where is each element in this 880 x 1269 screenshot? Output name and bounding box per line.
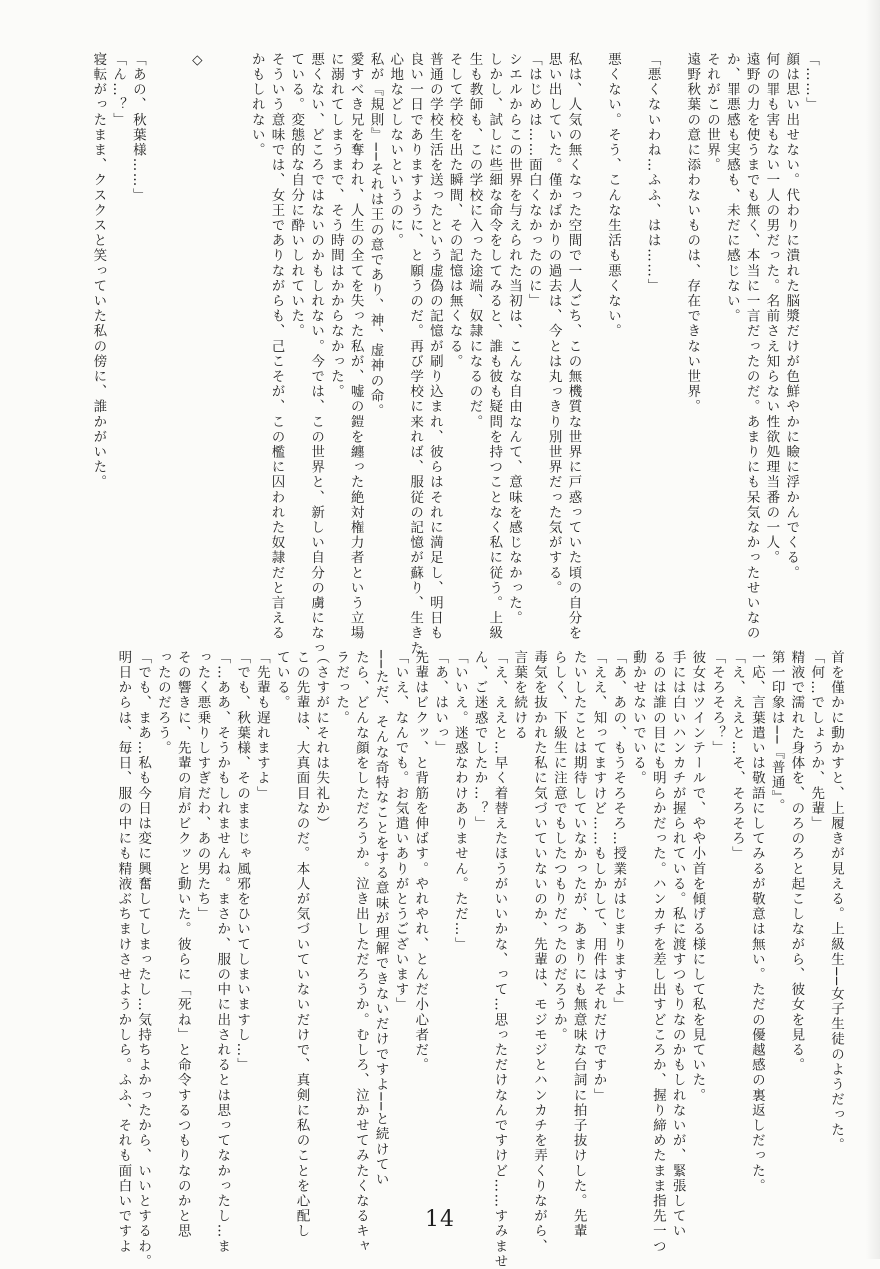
- text-line: 「いえ、なんでも。お気遣いありがとうございます」: [392, 650, 409, 1013]
- text-line: 精液で濡れた身体を、のろのろと起こしながら、彼女を見る。: [788, 650, 805, 1073]
- page-edge-shadow: [866, 0, 880, 1259]
- blank-line: [147, 52, 167, 612]
- text-line: 「ん…？」: [110, 52, 127, 128]
- text-line: シエルからこの世界を与えられた当初は、こんな自由なんて、意味を感じなかった。: [506, 52, 523, 626]
- blank-line: [662, 52, 682, 612]
- text-line: ──ただ、そんな奇特なことをする意味が理解できないだけですよ──と続けてい: [372, 650, 389, 1188]
- text-line: か、罪悪感も実感も、未だに感じない。: [723, 52, 740, 324]
- text-line: 「……」: [803, 52, 819, 113]
- text-line: るのは誰の目にも明らかだった。ハンカチを差し出すどころか、握り締めたまま指先一つ: [649, 650, 666, 1254]
- text-line: （さすがにそれは失礼か）: [313, 650, 330, 832]
- blank-line: [582, 52, 602, 612]
- text-line: 第一印象は──『普通』。: [768, 650, 785, 814]
- text-line: 先輩はビクッ、と背筋を伸ばす。やれやれ、とんだ小心者だ。: [412, 650, 429, 1073]
- text-line: 手には白いハンカチが握られている。私に渡すつもりなのかもしれないが、緊張してい: [669, 650, 686, 1239]
- text-line: 「ええ、知ってますけど……もしかして、用件はそれだけですか」: [590, 650, 607, 1103]
- text-line: 普通の学校生活を送ったという虚偽の記憶が刷り込まれ、彼らはそれに満足し、明日も: [426, 52, 443, 641]
- text-line: ん、ご迷惑でしたか…？」: [471, 650, 488, 832]
- text-line: 「でも、まあ…私も今日は変に興奮してしまったし…気持ちよかったから、いいとするわ。: [135, 650, 152, 1269]
- text-line: 「え、ええと…早く着替えたほうがいいかな、って…思っただけなんですけど……すみませ: [491, 650, 508, 1269]
- text-line: たいしたことは期待していなかったが、あまりにも無意味な台詞に拍子抜けした。先輩: [570, 650, 587, 1239]
- text-line: 「…ああ、そうかもしれませんね。まさか、服の中に出されるとは思ってなかったし…ま: [214, 650, 231, 1254]
- text-line: かもしれない。: [248, 52, 265, 158]
- text-line: ている。変態的な自分に酔いしれていた。: [288, 52, 305, 339]
- text-line: 心地などしないというのに。: [387, 52, 404, 249]
- text-line: 「でも、秋葉様、そのままじゃ風邪をひいてしまいますし…」: [234, 650, 251, 1073]
- text-line: 何の罪も害もない一人の男だった。名前さえ知らない性欲処理当番の一人。: [763, 52, 780, 566]
- text-line: ラだった。: [333, 650, 350, 726]
- text-line: 遠野秋葉の意に添わないものは、存在できない世界。: [684, 52, 701, 415]
- text-line: 動かせないでいる。: [630, 650, 647, 786]
- text-line: 寝転がったまま、クスクスと笑っていた私の傍に、誰かがいた。: [90, 52, 107, 490]
- text-line: ったのだろう。: [154, 650, 171, 756]
- text-line: ったく悪乗りしすぎだわ、あの男たち」: [194, 650, 211, 922]
- blank-line: [226, 52, 246, 612]
- text-line: 良い一日でありますように、と願うのだ。再び学校に来れば、服従の記憶が蘇り、生きた: [407, 52, 424, 656]
- text-line: そして学校を出た瞬間、その記憶は無くなる。: [446, 52, 463, 370]
- text-line: 「何…でしょうか、先輩」: [808, 650, 825, 832]
- text-line: たら、どんな顔をしただろうか。泣き出しただろうか。むしろ、泣かせてみたくなるキャ: [352, 650, 369, 1254]
- text-line: 悪くない、どころではないのかもしれない。今では、この世界と、新しい自分の虜になっ: [308, 52, 325, 656]
- text-line: 生も教師も、この学校に入った途端、奴隷になるのだ。: [466, 52, 483, 430]
- text-line: 思い出していた。僅かばかりの過去は、今とは丸っきり別世界だった気がする。: [545, 52, 562, 596]
- text-line: 一応、言葉遣いは敬語にしてみるが敬意は無い。ただの優越感の裏返しだった。: [748, 650, 765, 1194]
- text-line: 「そろそろ？」: [709, 650, 726, 756]
- text-line: 「先輩も遅れますよ」: [253, 650, 270, 801]
- text-line: 「いいえ。迷惑なわけありません。ただ…」: [451, 650, 468, 952]
- text-line: 「あの、秋葉様……」: [129, 52, 146, 203]
- text-line: ている。: [273, 650, 290, 711]
- text-line: 「え、ええと…そ、そろそろ」: [729, 650, 746, 862]
- section-divider: ◇: [189, 52, 206, 70]
- text-line: に溺れてしまうまで、そう時間はかからなかった。: [327, 52, 344, 400]
- text-line: 「はじめは……面白くなかったのに」: [525, 52, 542, 309]
- blank-line: [167, 52, 187, 612]
- text-line: そういう意味では、女王でありながらも、己こそが、この檻に囚われた奴隷だと言える: [268, 52, 285, 641]
- text-line: 私は、人気の無くなった空間で一人ごち、この無機質な世界に戸惑っていた頃の自分を: [565, 52, 582, 641]
- text-line: この先輩は、大真面目なのだ。本人が気づいていないだけで、真剣に私のことを心配し: [293, 650, 310, 1239]
- page-number: 14: [425, 1207, 455, 1232]
- text-line: 毒気を抜かれた私に気づいていないのか、先輩は、モジモジとハンカチを弄くりながら、: [531, 650, 548, 1254]
- text-line: 「あ、あの、もうそろそろ…授業がはじまりますよ」: [610, 650, 627, 1013]
- text-line: 首を僅かに動かすと、上履きが見える。上級生──女子生徒のようだった。: [828, 650, 844, 1153]
- text-line: 愛すべき兄を奪われ、人生の全てを失った私が、嘘の鎧を纏った絶対権力者という立場: [347, 52, 364, 641]
- text-line: 遠野の力を使うまでも無く、本当に一言だったのだ。あまりにも呆気なかったせいなの: [743, 52, 760, 641]
- text-line: 悪くない。そう、こんな生活も悪くない。: [605, 52, 622, 339]
- upper-text-block: [90, 52, 820, 656]
- text-line: 明日からは、毎日、服の中にも精液ぶちまけさせようかしら。ふふ、それも面白いですよ: [115, 650, 132, 1254]
- text-line: 「あ、はいっ」: [432, 650, 449, 756]
- blank-line: [206, 52, 226, 612]
- text-line: その響きに、先輩の肩がビクッと動いた。彼らに「死ね」と命令するつもりなのかと思: [174, 650, 191, 1239]
- blank-line: [622, 52, 642, 612]
- text-line: それがこの世界。: [704, 52, 721, 173]
- text-line: 「悪くないわね…ふふ、はは……」: [644, 52, 661, 294]
- text-line: 顔は思い出せない。代わりに潰れた脳漿だけが色鮮やかに瞼に浮かんでくる。: [783, 52, 800, 581]
- text-line: 言葉を続ける: [511, 650, 528, 741]
- text-line: らしく、下級生に注意でもしたつもりだったのだろうか。: [550, 650, 567, 1043]
- text-line: しかし、試しに些細な命令をしてみると、誰も彼も疑問を持つことなく私に従う。上級: [486, 52, 503, 641]
- text-line: 彼女はツインテールで、やや小首を傾げる様にして私を見ていた。: [689, 650, 706, 1103]
- text-line: 私が『規則』──それは王の意であり、神、虚神の命。: [367, 52, 384, 419]
